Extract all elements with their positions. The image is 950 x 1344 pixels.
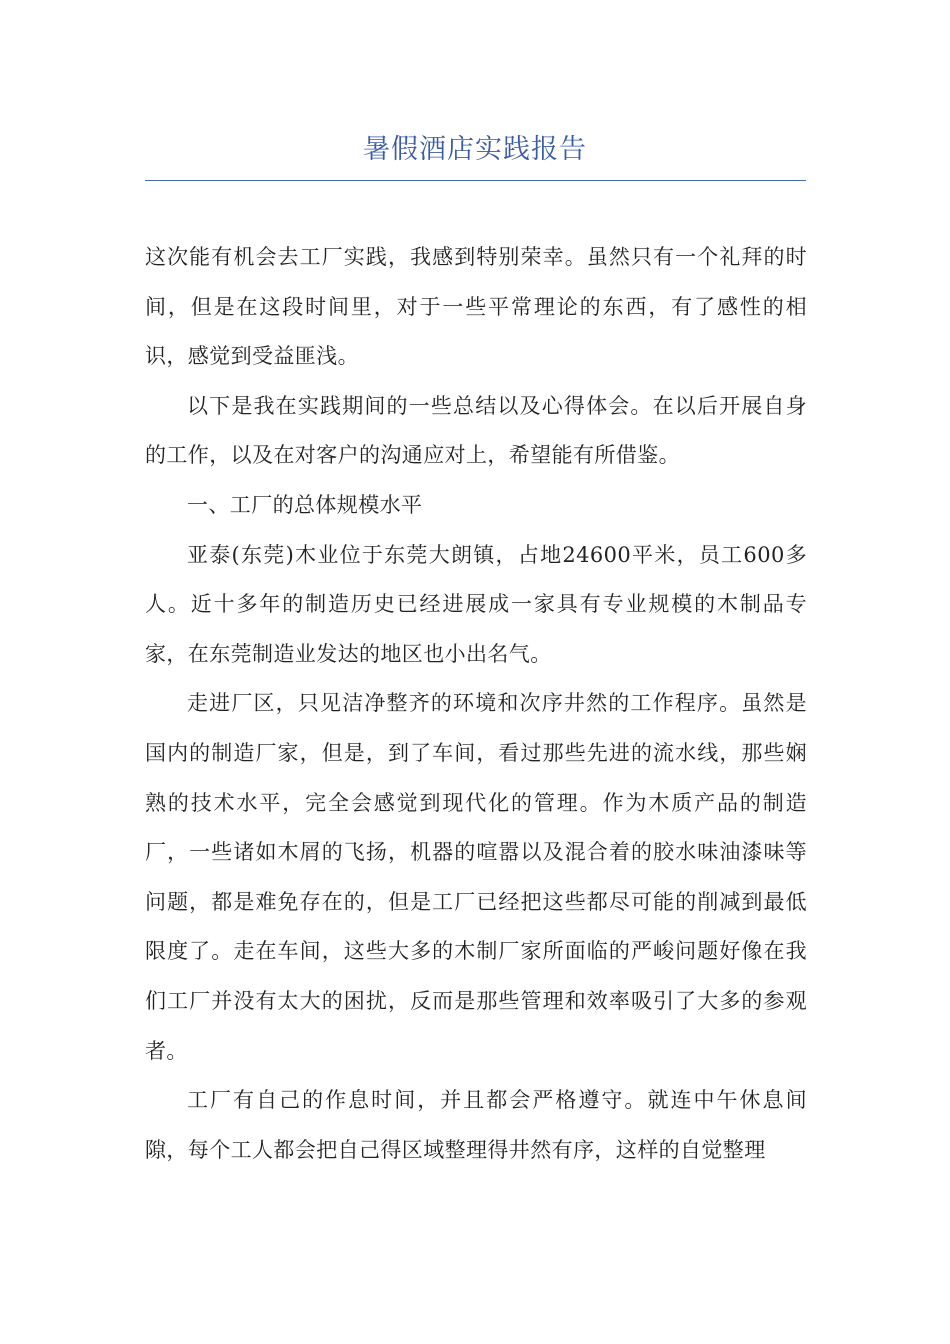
paragraph-factory-info: 亚泰(东莞)木业位于东莞大朗镇，占地24600平米，员工600多人。近十多年的制造历史已经进展成一家具有专业规模的木制品专家，在东莞制造业发达的地区也小出名气。: [145, 542, 807, 666]
section-heading-1: 一、工厂的总体规模水平: [187, 492, 423, 517]
paragraph-workshop: 走进厂区，只见洁净整齐的环境和次序井然的工作程序。虽然是国内的制造厂家，但是，到了车间，看过那些先进的流水线，那些娴熟的技术水平，完全会感觉到现代化的管理。作为木质产品的制造厂，一些诸如木屑的飞扬，机器的喧嚣以及混合着的胶水味油漆味等问题，都是难免存在的，但是工厂已经把这些都尽可能的削减到最低限度了。走在车间，这些大多的木制厂家所面临的严峻问题好像在我们工厂并没有太大的困扰，反而是那些管理和效率吸引了大多的参观者。: [145, 691, 807, 1063]
paragraph-schedule: 工厂有自己的作息时间，并且都会严格遵守。就连中午休息间隙，每个工人都会把自己得区域整理得井然有序，这样的自觉整理: [145, 1088, 807, 1162]
paragraph-intro: 这次能有机会去工厂实践，我感到特别荣幸。虽然只有一个礼拜的时间，但是在这段时间里，对于一些平常理论的东西，有了感性的相识，感觉到受益匪浅。: [145, 245, 807, 369]
document-body: [145, 233, 807, 1175]
title-underline: [145, 180, 806, 181]
paragraph-summary: 以下是我在实践期间的一些总结以及心得体会。在以后开展自身的工作，以及在对客户的沟通应对上，希望能有所借鉴。: [145, 393, 807, 468]
document-title: 暑假酒店实践报告: [363, 134, 587, 165]
